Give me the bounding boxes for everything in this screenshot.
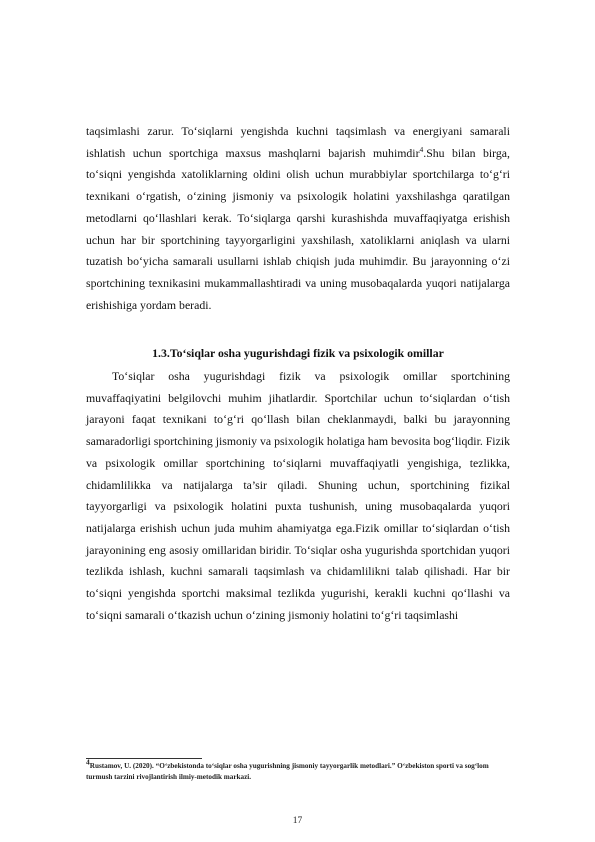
footnote-reference[interactable]: 4 xyxy=(419,144,424,154)
body-paragraph-1 xyxy=(86,121,510,316)
paragraph-1-text: taqsimlashi zarur. To‘siqlarni yengishda kuchni taqsimlash va energiyani samarali ishlatish uchun sportchiga maxsus mashqlarni bajarish muhimdir xyxy=(86,124,510,160)
footnote-text: Rustamov, U. (2020). “O‘zbekistonda to‘siqlar osha yugurishning jismoniy tayyorgarlik metodlari.” O‘zbekiston sporti va sog‘lom turmush tarzini rivojlantirish ilmiy-metodik markazi. xyxy=(86,762,489,781)
page-number: 17 xyxy=(292,816,303,826)
footnote xyxy=(86,757,516,782)
footnote-divider xyxy=(86,758,202,759)
section-heading: 1.3.To‘siqlar osha yugurishdagi fizik va psixologik omillar xyxy=(152,346,444,360)
paragraph-1-text-continued: .Shu bilan birga, to‘siqni yengishda xatoliklarning oldini olish uchun murabbiylar sportchilarga to‘g‘ri texnikani o‘rgatish, o‘zining jismoniy va psixologik holatini yaxshilashga qaratilgan metodlarni qo‘llashlari kerak. To‘siqlarga qarshi kurashishda muvaffaqiyatga erishish uchun har bir sportchining tayyorgarligini yaxshilash, xatoliklarni aniqlash va ularni tuzatish bo‘yicha samarali usullarni ishlab chiqish juda muhimdir. Bu jarayonning o‘zi sportchining texnikasini mukammallashtiradi va uning musobaqalarda yuqori natijalarga erishishiga yordam beradi. xyxy=(86,145,510,312)
footnote-marker: 4 xyxy=(86,757,90,767)
body-paragraph-2: To‘siqlar osha yugurishdagi fizik va psixologik omillar sportchining muvaffaqiyatini belgilovchi muhim jihatlardir. Sportchilar uchun to‘siqlardan o‘tish jarayoni faqat texnikani to‘g‘ri qo‘llash bilan cheklanmaydi, balki bu jarayonning samaradorligi sportchining jismoniy va psixologik holatiga ham bevosita bog‘liqdir. Fizik va psixologik omillar sportchining to‘siqlarni muvaffaqiyatli yengishiga, tezlikka, chidamlilikka va natijalarga ta’sir qiladi. Shuning uchun, sportchining fizikal tayyorgarligi va psixologik holatini puxta tushunish, uning musobaqalarda yuqori natijalarga erishish uchun juda muhim ahamiyatga ega.Fizik omillar to‘siqlardan o‘tish jarayonining eng asosiy omillaridan biridir. To‘siqlar osha yugurishda sportchidan yuqori tezlikda ishlash, kuchni samarali taqsimlash va chidamlilikni talab qilishadi. Har bir to‘siqni yengishda sportchi maksimal tezlikda yugurishi, kerakli kuchni qo‘llashi va to‘siqni samarali o‘tkazish uchun o‘zining jismoniy holatini to‘g‘ri taqsimlashi xyxy=(86,369,510,622)
